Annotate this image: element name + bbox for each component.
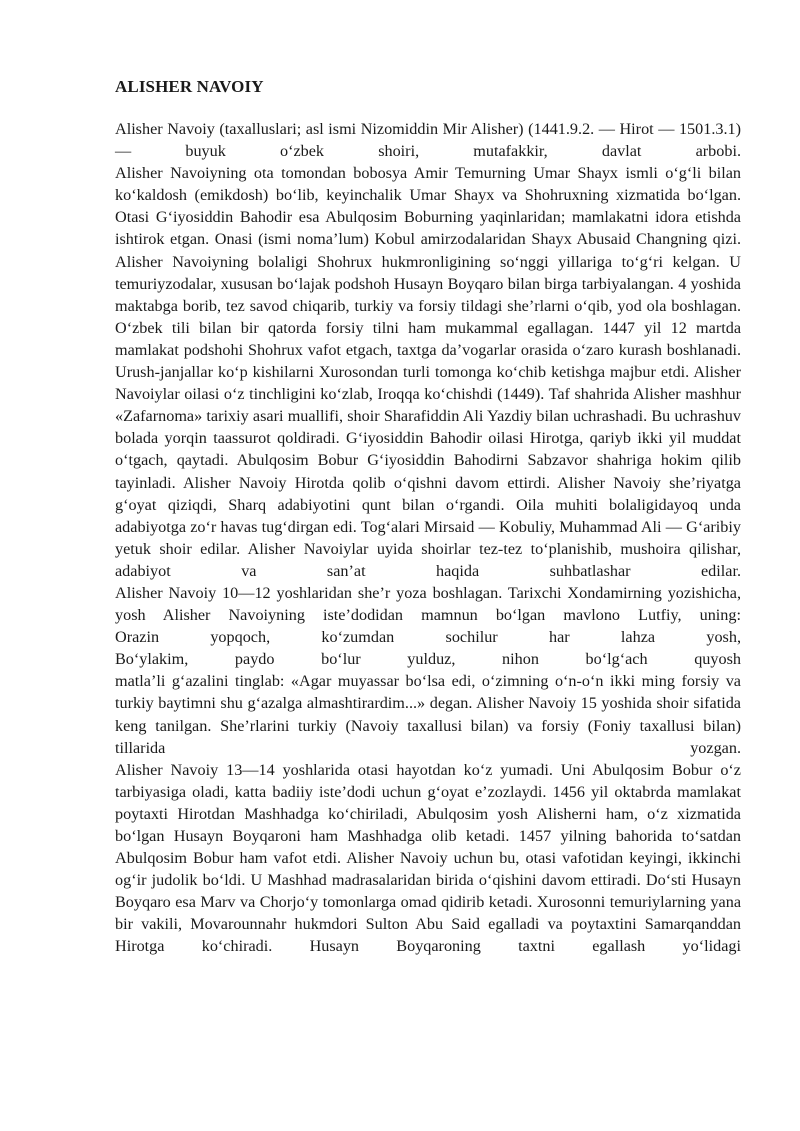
paragraph: Alisher Navoiy 10—12 yoshlaridan sheʼr yoza boshlagan. Tarixchi Xondamirning yozishicha, yosh Alisher Navoiyning isteʼdodidan mamnun boʻlgan mavlono Lutfiy, uning: <box>115 583 741 625</box>
paragraph: matlaʼli gʻazalini tinglab: «Agar muyassar boʻlsa edi, oʻzimning oʻn-oʻn ikki ming forsiy va turkiy baytimni shu gʻazalga almashtirardim...» degan. Alisher Navoiy 15 yoshida shoir sifatida keng tanilgan. Sheʼrlarini turkiy (Navoiy taxallusi bilan) va forsiy (Foniy taxallusi bilan) tillarida yozgan. <box>115 672 741 757</box>
paragraph: Alisher Navoiy 13—14 yoshlarida otasi hayotdan koʻz yumadi. Uni Abulqosim Bobur oʻz tarbiyasiga oladi, katta badiiy isteʼdodi uchun gʻoyat eʼzozlaydi. 1456 yil oktabrda mamlakat poytaxti Hirotdan Mashhadga koʻchiriladi, Abulqosim yosh Alisherni ham, oʻz xizmatida boʻlgan Husayn Boyqaroni ham Mashhadga olib ketadi. 1457 yilning bahorida toʻsatdan Abulqosim Bobur ham vafot etdi. Alisher Navoiy uchun bu, otasi vafotidan keyingi, ikkinchi ogʻir judolik boʻldi. U Mashhad madrasalaridan birida oʻqishini davom ettiradi. Doʻsti Husayn Boyqaro esa Marv va Chorjoʻy tomonlarga omad qidirib ketadi. Xurosonni temuriylarning yana bir vakili, Movarounnahr hukmdori Sulton Abu Said egalladi va poytaxtini Samarqanddan Hirotga koʻchiradi. Husayn Boyqaroning taxtni egallash yoʻlidagi <box>115 760 741 956</box>
document-page <box>115 76 741 958</box>
verse-line: Orazin yopqoch, koʻzumdan sochilur har lahza yosh, <box>115 628 741 647</box>
paragraph: Alisher Navoiyning ota tomondan bobosya Amir Temurning Umar Shayx ismli oʻgʻli bilan koʻkaldosh (emikdosh) boʻlib, keyinchalik Umar Shayx va Shohruxning xizmatida boʻlgan. Otasi Gʻiyosiddin Bahodir esa Abulqosim Boburning yaqinlaridan; mamlakatni idora etishda ishtirok etgan. Onasi (ismi nomaʼlum) Kobul amirzodalaridan Shayx Abusaid Changning qizi. Alisher Navoiyning bolaligi Shohrux hukmronligining soʻnggi yillariga toʻgʻri kelgan. U temuriyzodalar, xususan boʻlajak podshoh Husayn Boyqaro bilan birga tarbiyalangan. 4 yoshida maktabga borib, tez savod chiqarib, turkiy va forsiy tildagi sheʼrlarni oʻqib, yod ola boshlagan. Oʻzbek tili bilan bir qatorda forsiy tilni ham mukammal egallagan. 1447 yil 12 martda mamlakat podshohi Shohrux vafot etgach, taxtga daʼvogarlar orasida oʻzaro kurash boshlanadi. Urush-janjallar koʻp kishilarni Xurosondan turli tomonga koʻchib ketishga majbur etdi. Alisher Navoiylar oilasi oʻz tinchligini koʻzlab, Iroqqa koʻchishdi (1449). Taf shahrida Alisher mashhur «Zafarnoma» tarixiy asari muallifi, shoir Sharafiddin Ali Yazdiy bilan uchrashadi. Bu uchrashuv bolada yorqin taassurot qoldiradi. Gʻiyosiddin Bahodir oilasi Hirotga, qariyb ikki yil muddat oʻtgach, qaytadi. Abulqosim Bobur Gʻiyosiddin Bahodirni Sabzavor shahriga hokim qilib tayinladi. Alisher Navoiy Hirotda qolib oʻqishni davom ettirdi. Alisher Navoiy sheʼriyatga gʻoyat qiziqdi, Sharq adabiyotini qunt bilan oʻrgandi. Oila muhiti bolaligidayoq unda adabiyotga zoʻr havas tugʻdirgan edi. Togʻalari Mirsaid — Kobuliy, Muhammad Ali — Gʻaribiy yetuk shoir edilar. Alisher Navoiylar uyida shoirlar tez-tez toʻplanishib, mushoira qilishar, adabiyot va sanʼat haqida suhbatlashar edilar. <box>115 164 741 580</box>
paragraph: Alisher Navoiy (taxalluslari; asl ismi Nizomiddin Mir Alisher) (1441.9.2. — Hirot — 1501.3.1) — buyuk oʻzbek shoiri, mutafakkir, davlat arbobi. <box>115 120 741 161</box>
document-title: ALISHER NAVOIY <box>115 77 264 96</box>
verse-line: Boʻylakim, paydo boʻlur yulduz, nihon boʻlgʻach quyosh <box>115 650 741 669</box>
document-body <box>115 118 741 958</box>
